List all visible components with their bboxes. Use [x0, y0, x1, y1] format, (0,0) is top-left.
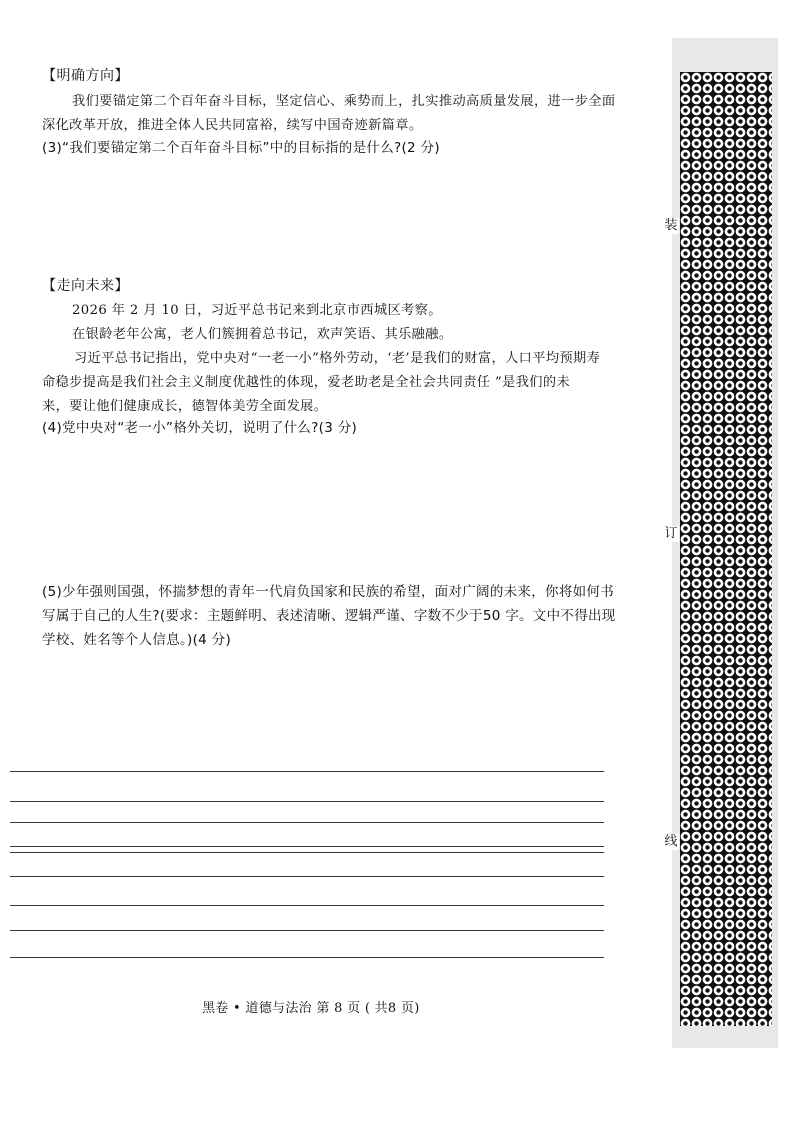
answer-line[interactable]: [10, 822, 604, 823]
answer-line[interactable]: [10, 957, 604, 958]
answer-line[interactable]: [10, 905, 604, 906]
section-heading-direction: 【明确方向】: [42, 68, 129, 84]
paragraph-line: 在银龄老年公寓，老人们簇拥着总书记，欢声笑语、其乐融融。: [72, 327, 453, 342]
paragraph-line: 来，要让他们健康成长，德智体美劳全面发展。: [42, 399, 328, 414]
answer-line[interactable]: [10, 771, 604, 772]
binding-label-xian: 线: [664, 834, 678, 849]
paragraph-line: 命稳步提高是我们社会主义制度优越性的体现，爱老助老是全社会共同责任 ”是我们的未: [42, 375, 571, 390]
binding-pattern: [680, 72, 772, 1026]
page-footer: 黑卷 • 道德与法治 第 8 页 ( 共8 页): [202, 1001, 420, 1016]
binding-label-ding: 订: [664, 526, 678, 541]
binding-label-zhuang: 装: [664, 218, 678, 233]
paragraph-line: 我们要锚定第二个百年奋斗目标，坚定信心、乘势而上，扎实推动高质量发展，进一步全面: [72, 94, 616, 109]
question-5-line: 学校、姓名等个人信息。)(4 分): [42, 632, 232, 648]
question-3: (3)“我们要锚定第二个百年奋斗目标”中的目标指的是什么?(2 分): [42, 140, 440, 156]
section-heading-future: 【走向未来】: [42, 278, 129, 294]
answer-line[interactable]: [10, 930, 604, 931]
question-5-line: (5)少年强则国强，怀揣梦想的青年一代肩负国家和民族的希望，面对广阔的未来，你将如何书: [42, 584, 615, 600]
paragraph-line: 习近平总书记指出，党中央对“一老一小”格外劳动，‘老’是我们的财富，人口平均预期寿: [74, 351, 601, 366]
paragraph-line: 2026 年 2 月 10 日，习近平总书记来到北京市西城区考察。: [72, 303, 442, 318]
question-4: (4)党中央对“老一小”格外关切，说明了什么?(3 分): [42, 420, 358, 436]
paragraph-line: 深化改革开放，推进全体人民共同富裕，续写中国奇迹新篇章。: [42, 118, 423, 133]
answer-line[interactable]: [10, 846, 604, 847]
question-5-line: 写属于自己的人生?(要求：主题鲜明、表述清晰、逻辑严谨、字数不少于50 字。文中不得出现: [42, 608, 616, 624]
answer-line[interactable]: [10, 852, 604, 853]
answer-line[interactable]: [10, 801, 604, 802]
answer-line[interactable]: [10, 876, 604, 877]
